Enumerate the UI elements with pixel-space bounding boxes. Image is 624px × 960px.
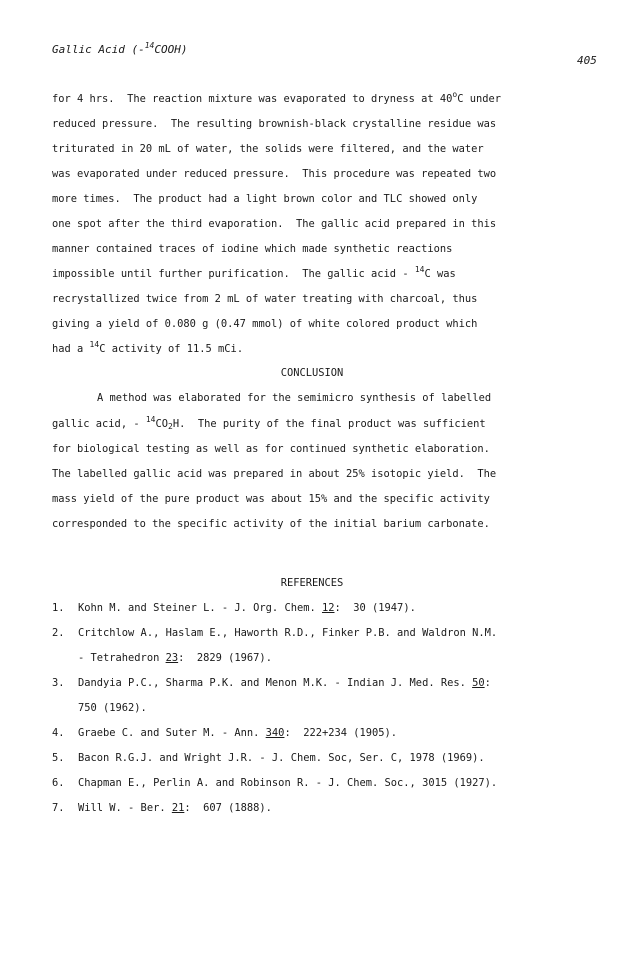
conclusion-line: corresponded to the specific activity of the initial barium carbonate. (52, 518, 490, 530)
body-line: recrystallized twice from 2 mL of water treating with charcoal, thus (52, 293, 478, 305)
page-number: 405 (577, 54, 597, 67)
reference-item: 4. Graebe C. and Suter M. - Ann. 340: 222+234 (1905). (52, 727, 398, 739)
reference-item: 5. Bacon R.G.J. and Wright J.R. - J. Chem. Soc, Ser. C, 1978 (1969). (52, 752, 485, 764)
reference-item: 1. Kohn M. and Steiner L. - J. Org. Chem. 12: 30 (1947). (52, 602, 416, 614)
conclusion-line: for biological testing as well as for continued synthetic elaboration. (52, 443, 490, 455)
reference-item-continuation: - Tetrahedron 23: 2829 (1967). (78, 652, 272, 664)
conclusion-line: The labelled gallic acid was prepared in about 25% isotopic yield. The (52, 468, 497, 480)
body-line: impossible until further purification. The gallic acid - $^{14}$C was (52, 265, 456, 280)
reference-item: 7. Will W. - Ber. 21: 607 (1888). (52, 802, 272, 814)
conclusion-line: A method was elaborated for the semimicro synthesis of labelled (97, 392, 492, 404)
body-line: reduced pressure. The resulting brownish-black crystalline residue was (52, 118, 497, 130)
body-line: one spot after the third evaporation. The gallic acid prepared in this (52, 218, 497, 230)
references-heading: REFERENCES (280, 577, 344, 589)
conclusion-heading: CONCLUSION (280, 367, 344, 379)
body-line: for 4 hrs. The reaction mixture was evaporated to dryness at 40$^o$C under (52, 90, 501, 105)
body-line: was evaporated under reduced pressure. This procedure was repeated two (52, 168, 497, 180)
body-line: had a $^{14}$C activity of 11.5 mCi. (52, 340, 244, 355)
body-line: more times. The product had a light brown color and TLC showed only (52, 193, 478, 205)
conclusion-line: gallic acid, - $^{14}CO_2H$. The purity of the final product was sufficient (52, 415, 486, 431)
reference-item-continuation: 750 (1962). (78, 702, 147, 714)
body-line: manner contained traces of iodine which made synthetic reactions (52, 243, 453, 255)
reference-item: 2. Critchlow A., Haslam E., Haworth R.D., Finker P.B. and Waldron N.M. (52, 627, 498, 639)
conclusion-line: mass yield of the pure product was about 15% and the specific activity (52, 493, 490, 505)
body-line: giving a yield of 0.080 g (0.47 mmol) of white colored product which (52, 318, 478, 330)
body-line: triturated in 20 mL of water, the solids were filtered, and the water (52, 143, 484, 155)
reference-item: 6. Chapman E., Perlin A. and Robinson R. - J. Chem. Soc., 3015 (1927). (52, 777, 498, 789)
reference-item: 3. Dandyia P.C., Sharma P.K. and Menon M.K. - Indian J. Med. Res. 50: (52, 677, 491, 689)
running-title: Gallic Acid (-$^{14}$COOH) (52, 41, 188, 56)
